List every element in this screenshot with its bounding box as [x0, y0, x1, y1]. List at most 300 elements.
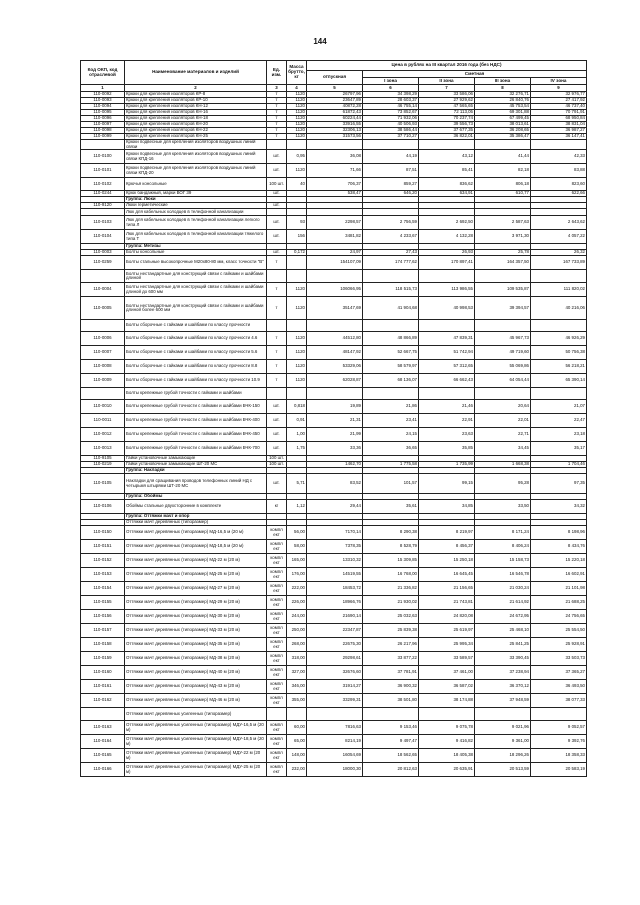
unit-cell: т	[267, 122, 287, 128]
price-zone1-cell: 36 900,32	[363, 680, 419, 694]
code-cell: 110-0166	[81, 763, 125, 777]
table-row	[81, 652, 587, 666]
code-cell: 110-0154	[81, 582, 125, 596]
unit-cell: компл ект	[267, 680, 287, 694]
header-mass: Масса брутто, кг	[287, 61, 307, 85]
price-release-cell: 40872,28	[307, 104, 363, 110]
price-zone1-cell: 24,15	[363, 428, 419, 442]
code-cell: 110-9105	[81, 456, 125, 462]
name-cell: Группа: Накладки	[125, 468, 267, 474]
price-zone3-cell: 25 468,10	[475, 624, 531, 638]
name-cell: Болты крепежные грубой точности с гайками и шайбами БЧК-400	[125, 414, 267, 428]
code-cell: 110-0150	[81, 526, 125, 540]
price-zone2-cell: 27 929,62	[419, 98, 475, 104]
table-row	[81, 474, 587, 494]
mass-cell: 1120	[287, 128, 307, 134]
code-cell	[81, 320, 125, 332]
code-cell: 110-0156	[81, 610, 125, 624]
table-row	[81, 414, 587, 428]
price-zone2-cell: 57 312,65	[419, 360, 475, 374]
price-release-cell: 18966,76	[307, 596, 363, 610]
price-zone2-cell	[419, 209, 475, 216]
price-release-cell: 16054,69	[307, 749, 363, 763]
price-zone4-cell: 56 218,21	[531, 360, 587, 374]
table-row	[81, 582, 587, 596]
price-zone2-cell: 20 635,91	[419, 763, 475, 777]
table-row	[81, 283, 587, 297]
unit-cell: компл ект	[267, 638, 287, 652]
mass-cell: 40	[287, 178, 307, 191]
unit-cell: шт.	[267, 250, 287, 256]
price-zone4-cell: 38 831,04	[531, 122, 587, 128]
price-zone2-cell: 24 820,08	[419, 610, 475, 624]
name-cell: Оттяжки мачт деревянных (типоразмер) МД-38 м (20 м)	[125, 652, 267, 666]
name-cell: Крюк бандажный, марки ВОГ 39	[125, 191, 267, 197]
price-zone4-cell: 27 417,92	[531, 98, 587, 104]
price-zone1-cell: 71 932,06	[363, 116, 419, 122]
price-zone3-cell	[475, 708, 531, 721]
price-zone3-cell: 164 357,50	[475, 256, 531, 270]
price-zone4-cell	[531, 140, 587, 150]
price-release-cell: 36,08	[307, 150, 363, 164]
mass-cell: 0,818	[287, 400, 307, 414]
price-zone2-cell: 33 586,06	[419, 92, 475, 98]
price-zone3-cell: 41,44	[475, 150, 531, 164]
unit-cell: шт.	[267, 428, 287, 442]
name-cell: Болты сборочные с гайками и шайбами по классу прочности 8.8	[125, 360, 267, 374]
price-zone2-cell: 37 461,00	[419, 666, 475, 680]
mass-cell: 1120	[287, 297, 307, 320]
price-zone2-cell: 22,91	[419, 414, 475, 428]
index-cell: 6	[363, 85, 419, 92]
table-row	[81, 297, 587, 320]
price-zone2-cell: 21 156,65	[419, 582, 475, 596]
price-zone2-cell: 2 692,50	[419, 216, 475, 230]
price-release-cell: 21,99	[307, 428, 363, 442]
unit-cell: т	[267, 297, 287, 320]
table-row	[81, 763, 587, 777]
price-zone2-cell: 21,46	[419, 400, 475, 414]
mass-cell	[287, 256, 307, 270]
price-zone4-cell: 25 554,50	[531, 624, 587, 638]
mass-cell: 1,12	[287, 500, 307, 514]
code-cell: 110-0165	[81, 749, 125, 763]
unit-cell: кг	[267, 500, 287, 514]
table-row	[81, 708, 587, 721]
price-zone1-cell: 36,65	[363, 442, 419, 456]
price-zone1-cell: 28 603,37	[363, 98, 419, 104]
name-cell: Группа: Метизы	[125, 244, 267, 250]
price-zone2-cell	[419, 270, 475, 283]
price-zone2-cell: 36 822,01	[419, 134, 475, 140]
code-cell: 110-0103	[81, 216, 125, 230]
mass-cell: 1120	[287, 346, 307, 360]
mass-cell: 1120	[287, 283, 307, 297]
mass-cell: 65,00	[287, 735, 307, 749]
price-release-cell: 33916,55	[307, 122, 363, 128]
price-zone3-cell: 37 238,94	[475, 666, 531, 680]
price-zone1-cell: 58 579,97	[363, 360, 419, 374]
price-zone2-cell: 8 219,97	[419, 526, 475, 540]
table-row	[81, 749, 587, 763]
index-cell: 3	[267, 85, 287, 92]
price-zone1-cell: 35,61	[363, 500, 419, 514]
name-cell: Оттяжки мачт деревянных (типоразмер) МД-43 м (20 м)	[125, 680, 267, 694]
unit-cell: компл ект	[267, 624, 287, 638]
mass-cell: 232,00	[287, 763, 307, 777]
price-zone3-cell: 37 948,59	[475, 694, 531, 708]
unit-cell: шт.	[267, 203, 287, 209]
code-cell: 110-0093	[81, 98, 125, 104]
code-cell: 110-0003	[81, 250, 125, 256]
name-cell: Гайки установочные замыкающие	[125, 456, 267, 462]
mass-cell: 93	[287, 216, 307, 230]
mass-cell	[287, 320, 307, 332]
header-unit: Ед. изм.	[267, 61, 287, 85]
price-release-cell: 7378,35	[307, 540, 363, 554]
price-zone1-cell: 9 153,46	[363, 721, 419, 735]
name-cell: Оттяжки мачт деревянных (типоразмер) МД-29 м (20 м)	[125, 596, 267, 610]
price-release-cell	[307, 320, 363, 332]
price-zone2-cell: 35,85	[419, 442, 475, 456]
price-zone4-cell: 111 820,02	[531, 283, 587, 297]
price-zone1-cell: 101,57	[363, 474, 419, 494]
code-cell: 110-0159	[81, 652, 125, 666]
name-cell: Оттяжки мачт деревянных (типоразмер) МД-27 м (20 м)	[125, 582, 267, 596]
mass-cell: 148,00	[287, 749, 307, 763]
price-zone4-cell: 83,88	[531, 164, 587, 178]
price-zone4-cell: 26,32	[531, 250, 587, 256]
name-cell: Крюки для крепления изоляторов КН-16	[125, 110, 267, 116]
table-row	[81, 666, 587, 680]
price-zone1-cell	[363, 209, 419, 216]
price-zone1-cell: 27,43	[363, 250, 419, 256]
price-table	[80, 60, 587, 777]
header-zone-2: II зона	[419, 78, 475, 85]
price-zone1-cell: 34 398,29	[363, 92, 419, 98]
price-zone4-cell: 823,60	[531, 178, 587, 191]
code-cell: 110-0100	[81, 150, 125, 164]
unit-cell	[267, 388, 287, 400]
price-zone3-cell: 64 054,44	[475, 374, 531, 388]
mass-cell: 250,00	[287, 624, 307, 638]
unit-cell: компл ект	[267, 596, 287, 610]
unit-cell: т	[267, 346, 287, 360]
price-zone1-cell: 48 866,89	[363, 332, 419, 346]
name-cell: Крюки для крепления изоляторов КН-22	[125, 128, 267, 134]
unit-cell: компл ект	[267, 694, 287, 708]
name-cell: Болты крепежные грубой точности с гайками и шайбами	[125, 388, 267, 400]
price-zone2-cell: 47 839,31	[419, 332, 475, 346]
price-zone1-cell: 21 930,02	[363, 596, 419, 610]
price-zone4-cell: 36 147,41	[531, 134, 587, 140]
header-index-row	[81, 85, 587, 92]
price-release-cell	[307, 388, 363, 400]
price-zone3-cell	[475, 270, 531, 283]
price-zone4-cell: 42,33	[531, 150, 587, 164]
price-zone1-cell: 174 777,62	[363, 256, 419, 270]
price-zone1-cell: 26 217,96	[363, 638, 419, 652]
price-zone3-cell: 24 672,95	[475, 610, 531, 624]
price-zone3-cell	[475, 388, 531, 400]
price-zone2-cell: 26,93	[419, 250, 475, 256]
name-cell: Крюки для крепления изоляторов КР-8	[125, 92, 267, 98]
name-cell: Крюки подвесные для крепления изоляторов воздушных линий связи	[125, 140, 267, 150]
code-cell: 110-0164	[81, 735, 125, 749]
name-cell: Оттяжки мачт деревянных (типоразмер) МД-22 м (20 м)	[125, 554, 267, 568]
code-cell: 110-0163	[81, 721, 125, 735]
header-zone-1: I зона	[363, 78, 419, 85]
unit-cell	[267, 140, 287, 150]
code-cell: 110-0105	[81, 474, 125, 494]
price-release-cell	[307, 708, 363, 721]
code-cell: 110-0013	[81, 442, 125, 456]
price-zone1-cell: 15 309,85	[363, 554, 419, 568]
price-release-cell: 31573,56	[307, 134, 363, 140]
unit-cell: т	[267, 283, 287, 297]
unit-cell: компл ект	[267, 749, 287, 763]
price-zone3-cell: 35 386,47	[475, 134, 531, 140]
code-cell: 110-0106	[81, 500, 125, 514]
price-zone2-cell	[419, 708, 475, 721]
unit-cell: компл ект	[267, 540, 287, 554]
price-zone1-cell	[363, 708, 419, 721]
name-cell: Крючья консольные	[125, 178, 267, 191]
price-zone4-cell: 23,18	[531, 428, 587, 442]
mass-cell: 5,71	[287, 474, 307, 494]
mass-cell: 1,75	[287, 442, 307, 456]
name-cell: Оттяжки мачт деревянных (типоразмер) МД-18,5 м (20 м)	[125, 540, 267, 554]
price-zone1-cell: 8 528,79	[363, 540, 419, 554]
unit-cell: компл ект	[267, 554, 287, 568]
price-release-cell: 1462,70	[307, 462, 363, 468]
price-zone1-cell: 73 852,67	[363, 110, 419, 116]
price-zone3-cell: 8 171,24	[475, 526, 531, 540]
price-zone4-cell	[531, 320, 587, 332]
price-release-cell: 44512,80	[307, 332, 363, 346]
price-zone2-cell: 70 237,74	[419, 116, 475, 122]
mass-cell	[287, 270, 307, 283]
unit-cell: шт.	[267, 230, 287, 244]
price-zone3-cell: 49 719,60	[475, 346, 531, 360]
unit-cell: т	[267, 332, 287, 346]
unit-cell: шт.	[267, 442, 287, 456]
price-release-cell: 538,47	[307, 191, 363, 197]
code-cell: 110-0004	[81, 283, 125, 297]
table-row	[81, 388, 587, 400]
code-cell: 110-0101	[81, 164, 125, 178]
table-row	[81, 721, 587, 735]
mass-cell	[287, 140, 307, 150]
mass-cell	[287, 209, 307, 216]
price-zone2-cell	[419, 320, 475, 332]
price-zone4-cell	[531, 209, 587, 216]
price-zone3-cell: 16 546,78	[475, 568, 531, 582]
unit-cell	[267, 209, 287, 216]
unit-cell: шт.	[267, 191, 287, 197]
price-release-cell: 26797,96	[307, 92, 363, 98]
price-zone1-cell: 41 904,68	[363, 297, 419, 320]
table-row	[81, 526, 587, 540]
price-zone4-cell: 167 733,89	[531, 256, 587, 270]
price-zone4-cell: 22,47	[531, 414, 587, 428]
price-zone4-cell: 21 688,25	[531, 596, 587, 610]
price-release-cell: 32676,60	[307, 666, 363, 680]
price-zone3-cell: 39 394,57	[475, 297, 531, 320]
price-zone3-cell: 18 296,26	[475, 749, 531, 763]
price-zone2-cell: 38 174,88	[419, 694, 475, 708]
index-cell: 9	[531, 85, 587, 92]
index-cell: 1	[81, 85, 125, 92]
price-zone2-cell: 8 456,37	[419, 540, 475, 554]
name-cell: Оттяжки мачт деревянных усиленных (типоразмер) МДУ-22 м (20 м)	[125, 749, 267, 763]
table-row	[81, 428, 587, 442]
unit-cell: компл ект	[267, 763, 287, 777]
price-zone3-cell: 36 370,12	[475, 680, 531, 694]
name-cell: Крюки для крепления изоляторов КН-20	[125, 122, 267, 128]
price-zone2-cell: 4 132,28	[419, 230, 475, 244]
code-cell: 110-0151	[81, 540, 125, 554]
unit-cell: 100 шт.	[267, 462, 287, 468]
index-cell: 2	[125, 85, 267, 92]
price-zone3-cell: 38 013,61	[475, 122, 531, 128]
name-cell: Болты сборочные с гайками и шайбами по классу прочности 4.6	[125, 332, 267, 346]
name-cell: Крюки для крепления изоляторов КН-18	[125, 116, 267, 122]
price-zone2-cell: 51 742,94	[419, 346, 475, 360]
price-release-cell: 48147,92	[307, 346, 363, 360]
name-cell: Группа: Люки	[125, 197, 267, 203]
price-zone4-cell: 15 220,18	[531, 554, 587, 568]
price-zone2-cell: 634,91	[419, 191, 475, 197]
price-release-cell: 706,37	[307, 178, 363, 191]
price-zone4-cell: 9 052,57	[531, 721, 587, 735]
price-zone4-cell: 34,32	[531, 500, 587, 514]
code-cell: 110-0160	[81, 666, 125, 680]
price-release-cell: 60224,44	[307, 116, 363, 122]
code-cell: 110-0010	[81, 400, 125, 414]
code-cell: 110-0259	[81, 256, 125, 270]
price-zone1-cell: 44,19	[363, 150, 419, 164]
price-zone4-cell: 65 390,14	[531, 374, 587, 388]
price-zone4-cell: 35,17	[531, 442, 587, 456]
unit-cell	[267, 320, 287, 332]
code-cell: 110-0157	[81, 624, 125, 638]
table-row	[81, 638, 587, 652]
name-cell: Оттяжки мачт деревянных (типоразмер) МД-33 м (20 м)	[125, 624, 267, 638]
unit-cell: компл ект	[267, 568, 287, 582]
name-cell: Крюки подвесные для крепления изоляторов воздушных линий связи КПД-16	[125, 150, 267, 164]
price-zone2-cell	[419, 388, 475, 400]
price-zone1-cell: 20 812,63	[363, 763, 419, 777]
table-row	[81, 230, 587, 244]
price-zone4-cell: 2 643,62	[531, 216, 587, 230]
unit-cell: т	[267, 104, 287, 110]
index-cell: 4	[287, 85, 307, 92]
price-release-cell: 18000,30	[307, 763, 363, 777]
price-zone3-cell: 21 614,92	[475, 596, 531, 610]
code-cell: 110-0097	[81, 122, 125, 128]
price-zone2-cell: 18 405,38	[419, 749, 475, 763]
price-zone3-cell: 25 841,25	[475, 638, 531, 652]
price-zone4-cell: 24 756,65	[531, 610, 587, 624]
price-zone4-cell: 33 503,73	[531, 652, 587, 666]
code-cell: 110-0006	[81, 332, 125, 346]
price-zone4-cell: 21,07	[531, 400, 587, 414]
code-cell: 110-0099	[81, 134, 125, 140]
price-zone4-cell: 8 198,96	[531, 526, 587, 540]
price-release-cell: 13310,32	[307, 554, 363, 568]
name-cell: Оттяжки мачт деревянных (типоразмер) МД-30 м (20 м)	[125, 610, 267, 624]
table-row	[81, 400, 587, 414]
price-release-cell: 19,89	[307, 400, 363, 414]
price-release-cell: 53329,06	[307, 360, 363, 374]
price-zone3-cell: 20 513,59	[475, 763, 531, 777]
name-cell: Люк для кабельных колодцев в телефонной канализации тяжелого типа Т	[125, 230, 267, 244]
price-zone1-cell: 18 562,65	[363, 749, 419, 763]
table-row	[81, 256, 587, 270]
price-release-cell: 62028,87	[307, 374, 363, 388]
price-release-cell: 154107,09	[307, 256, 363, 270]
index-cell: 8	[475, 85, 531, 92]
price-zone4-cell: 70 791,91	[531, 110, 587, 116]
price-zone3-cell: 82,18	[475, 164, 531, 178]
price-zone2-cell: 15 250,18	[419, 554, 475, 568]
price-release-cell: 35147,69	[307, 297, 363, 320]
code-cell: 110-0009	[81, 374, 125, 388]
price-zone2-cell: 72 113,05	[419, 110, 475, 116]
price-zone2-cell: 39 556,73	[419, 122, 475, 128]
price-zone4-cell	[531, 388, 587, 400]
table-row	[81, 554, 587, 568]
name-cell: Болты сборочные с гайками и шайбами по классу прочности	[125, 320, 267, 332]
name-cell: Болты нестандартные для конструкций связи с гайками и шайбами длиной до 600 мм	[125, 283, 267, 297]
price-zone4-cell: 25 928,91	[531, 638, 587, 652]
price-zone3-cell: 45 753,54	[475, 104, 531, 110]
price-zone1-cell: 21 336,82	[363, 582, 419, 596]
unit-cell: компл ект	[267, 610, 287, 624]
price-zone3-cell: 15 158,73	[475, 554, 531, 568]
mass-cell: 1120	[287, 122, 307, 128]
table-row	[81, 164, 587, 178]
page-number: 144	[313, 37, 327, 46]
code-cell: 110-0162	[81, 694, 125, 708]
name-cell: Оттяжки мачт деревянных усиленных (типоразмер) МДУ-18,5 м (20 м)	[125, 735, 267, 749]
name-cell: Болты сборочные с гайками и шайбами по классу прочности 5.6	[125, 346, 267, 360]
price-release-cell: 18453,72	[307, 582, 363, 596]
mass-cell	[287, 708, 307, 721]
code-cell: 110-0153	[81, 568, 125, 582]
code-cell: 110-0102	[81, 178, 125, 191]
unit-cell: 100 шт.	[267, 178, 287, 191]
table-row	[81, 694, 587, 708]
price-zone1-cell: 33 877,22	[363, 652, 419, 666]
price-zone3-cell: 22,71	[475, 428, 531, 442]
price-zone3-cell: 55 069,86	[475, 360, 531, 374]
price-zone4-cell	[531, 708, 587, 721]
price-zone1-cell: 68 136,07	[363, 374, 419, 388]
price-zone4-cell: 50 756,38	[531, 346, 587, 360]
price-zone1-cell: 25 839,38	[363, 624, 419, 638]
mass-cell: 1120	[287, 374, 307, 388]
price-zone4-cell: 9 392,76	[531, 735, 587, 749]
unit-cell: шт.	[267, 150, 287, 164]
price-zone4-cell: 46 926,29	[531, 332, 587, 346]
name-cell: Болты крепежные грубой точности с гайками и шайбами БЧК-150	[125, 400, 267, 414]
price-zone1-cell: 52 667,75	[363, 346, 419, 360]
unit-cell: компл ект	[267, 721, 287, 735]
table-row	[81, 332, 587, 346]
price-release-cell: 22347,87	[307, 624, 363, 638]
